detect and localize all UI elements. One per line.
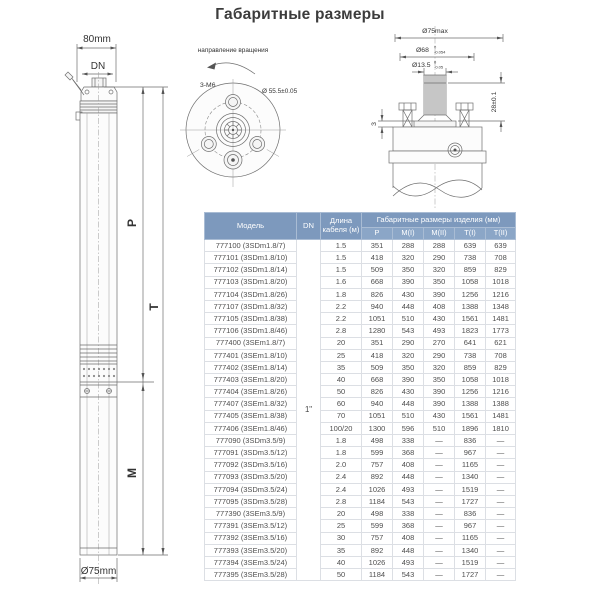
value-cell: 338 bbox=[393, 435, 424, 447]
value-cell: 493 bbox=[424, 325, 455, 337]
model-cell: 777100 (3SDm1.8/7) bbox=[205, 240, 297, 252]
value-cell: — bbox=[486, 520, 516, 532]
value-cell: 510 bbox=[393, 313, 424, 325]
value-cell: 25 bbox=[321, 349, 362, 361]
value-cell: 1481 bbox=[486, 313, 516, 325]
pump-top-view-drawing bbox=[172, 38, 312, 190]
value-cell: 418 bbox=[362, 349, 393, 361]
value-cell: 596 bbox=[393, 422, 424, 434]
model-cell: 777094 (3SDm3.5/24) bbox=[205, 483, 297, 495]
value-cell: 351 bbox=[362, 337, 393, 349]
value-cell: 509 bbox=[362, 264, 393, 276]
svg-text:Ø68: Ø68 bbox=[416, 47, 429, 54]
page-title: Габаритные размеры bbox=[215, 6, 385, 23]
table-row bbox=[205, 288, 516, 300]
value-cell: 1026 bbox=[362, 556, 393, 568]
label-t: T bbox=[147, 303, 161, 311]
header-cable: Длина кабеля (м) bbox=[321, 213, 362, 240]
value-cell: 1256 bbox=[455, 288, 486, 300]
value-cell: 368 bbox=[393, 447, 424, 459]
value-cell: 1300 bbox=[362, 422, 393, 434]
value-cell: 408 bbox=[393, 532, 424, 544]
value-cell: 60 bbox=[321, 398, 362, 410]
value-cell: 1051 bbox=[362, 410, 393, 422]
value-cell: 288 bbox=[393, 240, 424, 252]
model-cell: 777395 (3SEm3.5/28) bbox=[205, 569, 297, 581]
value-cell: 2.2 bbox=[321, 313, 362, 325]
value-cell: 448 bbox=[393, 471, 424, 483]
value-cell: 1561 bbox=[455, 313, 486, 325]
value-cell: 448 bbox=[393, 300, 424, 312]
value-cell: — bbox=[424, 508, 455, 520]
value-cell: 892 bbox=[362, 544, 393, 556]
model-cell: 777093 (3SDm3.5/20) bbox=[205, 471, 297, 483]
value-cell: 350 bbox=[393, 361, 424, 373]
motor-shaft-view-drawing bbox=[368, 20, 513, 212]
value-cell: 829 bbox=[486, 361, 516, 373]
value-cell: — bbox=[486, 508, 516, 520]
svg-text:Ø75mm: Ø75mm bbox=[80, 566, 117, 577]
value-cell: 20 bbox=[321, 508, 362, 520]
table-row bbox=[205, 374, 516, 386]
value-cell: 2.4 bbox=[321, 471, 362, 483]
value-cell: 290 bbox=[424, 349, 455, 361]
value-cell: 351 bbox=[362, 240, 393, 252]
value-cell: — bbox=[486, 483, 516, 495]
value-cell: 498 bbox=[362, 508, 393, 520]
motor-body bbox=[389, 127, 486, 197]
value-cell: 368 bbox=[393, 520, 424, 532]
value-cell: 1018 bbox=[486, 374, 516, 386]
dimension-80mm bbox=[77, 34, 116, 82]
value-cell: 390 bbox=[424, 386, 455, 398]
value-cell: 1388 bbox=[486, 398, 516, 410]
value-cell: 1340 bbox=[455, 544, 486, 556]
value-cell: 25 bbox=[321, 520, 362, 532]
value-cell: 510 bbox=[424, 422, 455, 434]
model-cell: 777105 (3SDm1.8/38) bbox=[205, 313, 297, 325]
table-row bbox=[205, 410, 516, 422]
svg-text:DN: DN bbox=[90, 61, 106, 72]
model-cell: 777400 (3SEm1.8/7) bbox=[205, 337, 297, 349]
svg-text:28±0.1: 28±0.1 bbox=[491, 91, 498, 113]
value-cell: 738 bbox=[455, 252, 486, 264]
model-cell: 777104 (3SDm1.8/26) bbox=[205, 288, 297, 300]
table-row bbox=[205, 544, 516, 556]
value-cell: 1388 bbox=[455, 300, 486, 312]
value-cell: 430 bbox=[424, 313, 455, 325]
value-cell: — bbox=[424, 447, 455, 459]
value-cell: — bbox=[424, 520, 455, 532]
table-row bbox=[205, 240, 516, 252]
value-cell: — bbox=[424, 532, 455, 544]
value-cell: — bbox=[486, 569, 516, 581]
header-t2: T(II) bbox=[486, 228, 516, 240]
value-cell: 1348 bbox=[486, 300, 516, 312]
model-cell: 777401 (3SEm1.8/10) bbox=[205, 349, 297, 361]
dn-value-cell: 1" bbox=[297, 240, 321, 581]
value-cell: 430 bbox=[393, 386, 424, 398]
value-cell: 350 bbox=[393, 264, 424, 276]
rotation-arrow-icon bbox=[207, 63, 255, 75]
value-cell: 390 bbox=[424, 398, 455, 410]
value-cell: 639 bbox=[486, 240, 516, 252]
value-cell: 1340 bbox=[455, 471, 486, 483]
header-model: Модель bbox=[205, 213, 297, 240]
value-cell: 621 bbox=[486, 337, 516, 349]
value-cell: 290 bbox=[424, 252, 455, 264]
value-cell: 350 bbox=[424, 374, 455, 386]
model-cell: 777404 (3SEm1.8/26) bbox=[205, 386, 297, 398]
table-row bbox=[205, 422, 516, 434]
value-cell: 1184 bbox=[362, 495, 393, 507]
value-cell: — bbox=[424, 483, 455, 495]
value-cell: 70 bbox=[321, 410, 362, 422]
value-cell: 338 bbox=[393, 508, 424, 520]
value-cell: 1184 bbox=[362, 569, 393, 581]
value-cell: — bbox=[486, 459, 516, 471]
value-cell: 390 bbox=[393, 374, 424, 386]
value-cell: 390 bbox=[393, 276, 424, 288]
table-row bbox=[205, 495, 516, 507]
table-row bbox=[205, 556, 516, 568]
bolt-hole-label: 3-M6 bbox=[200, 82, 216, 89]
value-cell: 859 bbox=[455, 264, 486, 276]
model-cell: 777107 (3SDm1.8/32) bbox=[205, 300, 297, 312]
value-cell: 2.0 bbox=[321, 459, 362, 471]
value-cell: 1.8 bbox=[321, 435, 362, 447]
label-m: M bbox=[125, 468, 139, 478]
value-cell: 2.2 bbox=[321, 300, 362, 312]
svg-text:-0.054: -0.054 bbox=[434, 49, 446, 55]
value-cell: — bbox=[486, 435, 516, 447]
value-cell: 1561 bbox=[455, 410, 486, 422]
value-cell: 967 bbox=[455, 447, 486, 459]
header-dn: DN bbox=[297, 213, 321, 240]
value-cell: 20 bbox=[321, 337, 362, 349]
value-cell: — bbox=[486, 544, 516, 556]
dimensions-table bbox=[204, 212, 516, 581]
svg-text:0: 0 bbox=[434, 59, 437, 65]
table-row bbox=[205, 520, 516, 532]
model-cell: 777407 (3SEm1.8/32) bbox=[205, 398, 297, 410]
value-cell: 1058 bbox=[455, 374, 486, 386]
value-cell: 1.8 bbox=[321, 447, 362, 459]
svg-text:0: 0 bbox=[434, 44, 437, 50]
model-cell: 777106 (3SDm1.8/46) bbox=[205, 325, 297, 337]
value-cell: 543 bbox=[393, 325, 424, 337]
table-row bbox=[205, 386, 516, 398]
pump-body bbox=[80, 72, 117, 586]
svg-text:-0.05: -0.05 bbox=[434, 64, 444, 70]
value-cell: 2.8 bbox=[321, 325, 362, 337]
value-cell: — bbox=[424, 569, 455, 581]
table-row bbox=[205, 471, 516, 483]
table-row bbox=[205, 508, 516, 520]
value-cell: 50 bbox=[321, 569, 362, 581]
value-cell: 430 bbox=[393, 288, 424, 300]
value-cell: 1519 bbox=[455, 556, 486, 568]
table-row bbox=[205, 349, 516, 361]
value-cell: — bbox=[424, 495, 455, 507]
value-cell: 288 bbox=[424, 240, 455, 252]
value-cell: 30 bbox=[321, 532, 362, 544]
model-cell: 777391 (3SEm3.5/12) bbox=[205, 520, 297, 532]
value-cell: — bbox=[486, 471, 516, 483]
value-cell: 408 bbox=[393, 459, 424, 471]
value-cell: 290 bbox=[393, 337, 424, 349]
value-cell: 967 bbox=[455, 520, 486, 532]
table-row bbox=[205, 459, 516, 471]
value-cell: 40 bbox=[321, 374, 362, 386]
value-cell: 448 bbox=[393, 398, 424, 410]
svg-text:Ø75max: Ø75max bbox=[422, 28, 448, 35]
value-cell: 350 bbox=[424, 276, 455, 288]
value-cell: 892 bbox=[362, 471, 393, 483]
model-cell: 777102 (3SDm1.8/14) bbox=[205, 264, 297, 276]
table-row bbox=[205, 435, 516, 447]
value-cell: — bbox=[424, 556, 455, 568]
model-cell: 777406 (3SEm1.8/46) bbox=[205, 422, 297, 434]
value-cell: 1216 bbox=[486, 288, 516, 300]
header-m2: M(II) bbox=[424, 228, 455, 240]
table-row bbox=[205, 569, 516, 581]
model-cell: 777402 (3SEm1.8/14) bbox=[205, 361, 297, 373]
value-cell: 639 bbox=[455, 240, 486, 252]
rotation-direction-label: направление вращения bbox=[197, 47, 269, 54]
table-row bbox=[205, 447, 516, 459]
value-cell: 320 bbox=[424, 264, 455, 276]
table-row bbox=[205, 252, 516, 264]
table-row bbox=[205, 483, 516, 495]
model-cell: 777394 (3SEm3.5/24) bbox=[205, 556, 297, 568]
value-cell: 708 bbox=[486, 252, 516, 264]
value-cell: 543 bbox=[393, 495, 424, 507]
value-cell: 1256 bbox=[455, 386, 486, 398]
value-cell: 836 bbox=[455, 435, 486, 447]
value-cell: 668 bbox=[362, 374, 393, 386]
value-cell: 1.8 bbox=[321, 288, 362, 300]
value-cell: 641 bbox=[455, 337, 486, 349]
value-cell: 1519 bbox=[455, 483, 486, 495]
table-row bbox=[205, 300, 516, 312]
value-cell: 1018 bbox=[486, 276, 516, 288]
table-row bbox=[205, 313, 516, 325]
value-cell: 1810 bbox=[486, 422, 516, 434]
value-cell: 940 bbox=[362, 398, 393, 410]
value-cell: — bbox=[486, 556, 516, 568]
value-cell: 1896 bbox=[455, 422, 486, 434]
value-cell: 668 bbox=[362, 276, 393, 288]
model-cell: 777392 (3SEm3.5/16) bbox=[205, 532, 297, 544]
value-cell: 859 bbox=[455, 361, 486, 373]
value-cell: 1165 bbox=[455, 459, 486, 471]
table-row bbox=[205, 325, 516, 337]
value-cell: 1727 bbox=[455, 495, 486, 507]
value-cell: 1280 bbox=[362, 325, 393, 337]
value-cell: 498 bbox=[362, 435, 393, 447]
value-cell: 493 bbox=[393, 483, 424, 495]
model-cell: 777092 (3SDm3.5/16) bbox=[205, 459, 297, 471]
value-cell: 35 bbox=[321, 544, 362, 556]
value-cell: 40 bbox=[321, 556, 362, 568]
value-cell: 836 bbox=[455, 508, 486, 520]
value-cell: 408 bbox=[424, 300, 455, 312]
table-header bbox=[205, 213, 516, 240]
value-cell: — bbox=[424, 459, 455, 471]
value-cell: — bbox=[486, 495, 516, 507]
value-cell: 543 bbox=[393, 569, 424, 581]
svg-text:3: 3 bbox=[371, 122, 378, 126]
value-cell: 1216 bbox=[486, 386, 516, 398]
svg-text:80mm: 80mm bbox=[83, 34, 111, 45]
table-row bbox=[205, 361, 516, 373]
value-cell: — bbox=[424, 435, 455, 447]
value-cell: — bbox=[424, 544, 455, 556]
value-cell: 757 bbox=[362, 459, 393, 471]
dimension-d75max bbox=[395, 28, 503, 42]
value-cell: 708 bbox=[486, 349, 516, 361]
table-row bbox=[205, 532, 516, 544]
dimension-28 bbox=[448, 72, 505, 132]
value-cell: 1.5 bbox=[321, 264, 362, 276]
table-row bbox=[205, 337, 516, 349]
header-m1: M(I) bbox=[393, 228, 424, 240]
value-cell: 1727 bbox=[455, 569, 486, 581]
model-cell: 777091 (3SDm3.5/12) bbox=[205, 447, 297, 459]
svg-text:Ø13.5: Ø13.5 bbox=[412, 62, 431, 69]
table-row bbox=[205, 398, 516, 410]
value-cell: 430 bbox=[424, 410, 455, 422]
value-cell: 390 bbox=[424, 288, 455, 300]
value-cell: 1823 bbox=[455, 325, 486, 337]
value-cell: 757 bbox=[362, 532, 393, 544]
model-cell: 777403 (3SEm1.8/20) bbox=[205, 374, 297, 386]
value-cell: 2.8 bbox=[321, 495, 362, 507]
value-cell: 1481 bbox=[486, 410, 516, 422]
table-body bbox=[205, 240, 516, 581]
value-cell: — bbox=[486, 532, 516, 544]
header-t1: T(I) bbox=[455, 228, 486, 240]
value-cell: 829 bbox=[486, 264, 516, 276]
value-cell: 1058 bbox=[455, 276, 486, 288]
value-cell: 1.5 bbox=[321, 240, 362, 252]
value-cell: 418 bbox=[362, 252, 393, 264]
value-cell: 270 bbox=[424, 337, 455, 349]
value-cell: 599 bbox=[362, 520, 393, 532]
value-cell: 1.6 bbox=[321, 276, 362, 288]
model-cell: 777095 (3SDm3.5/28) bbox=[205, 495, 297, 507]
model-cell: 777103 (3SDm1.8/20) bbox=[205, 276, 297, 288]
model-cell: 777405 (3SEm1.8/38) bbox=[205, 410, 297, 422]
value-cell: 448 bbox=[393, 544, 424, 556]
value-cell: — bbox=[486, 447, 516, 459]
value-cell: 50 bbox=[321, 386, 362, 398]
model-cell: 777101 (3SDm1.8/10) bbox=[205, 252, 297, 264]
table-row bbox=[205, 264, 516, 276]
dimension-dn bbox=[82, 61, 113, 76]
model-cell: 777090 (3SDm3.5/9) bbox=[205, 435, 297, 447]
value-cell: 493 bbox=[393, 556, 424, 568]
value-cell: 1388 bbox=[455, 398, 486, 410]
value-cell: 826 bbox=[362, 386, 393, 398]
value-cell: — bbox=[424, 471, 455, 483]
table-row bbox=[205, 276, 516, 288]
value-cell: 1026 bbox=[362, 483, 393, 495]
value-cell: 940 bbox=[362, 300, 393, 312]
value-cell: 100/20 bbox=[321, 422, 362, 434]
value-cell: 1051 bbox=[362, 313, 393, 325]
value-cell: 320 bbox=[424, 361, 455, 373]
value-cell: 826 bbox=[362, 288, 393, 300]
value-cell: 510 bbox=[393, 410, 424, 422]
value-cell: 2.4 bbox=[321, 483, 362, 495]
value-cell: 320 bbox=[393, 252, 424, 264]
model-cell: 777393 (3SEm3.5/20) bbox=[205, 544, 297, 556]
value-cell: 1773 bbox=[486, 325, 516, 337]
value-cell: 1165 bbox=[455, 532, 486, 544]
value-cell: 320 bbox=[393, 349, 424, 361]
header-p: P bbox=[362, 228, 393, 240]
header-dims-group: Габаритные размеры изделия (мм) bbox=[362, 213, 516, 228]
dimension-d68 bbox=[400, 45, 474, 62]
value-cell: 599 bbox=[362, 447, 393, 459]
bolt-circle-dim-label: Ø 55.5±0.05 bbox=[262, 88, 298, 95]
value-cell: 1.5 bbox=[321, 252, 362, 264]
value-cell: 738 bbox=[455, 349, 486, 361]
label-p: P bbox=[125, 218, 139, 228]
value-cell: 509 bbox=[362, 361, 393, 373]
value-cell: 35 bbox=[321, 361, 362, 373]
model-cell: 777390 (3SEm3.5/9) bbox=[205, 508, 297, 520]
